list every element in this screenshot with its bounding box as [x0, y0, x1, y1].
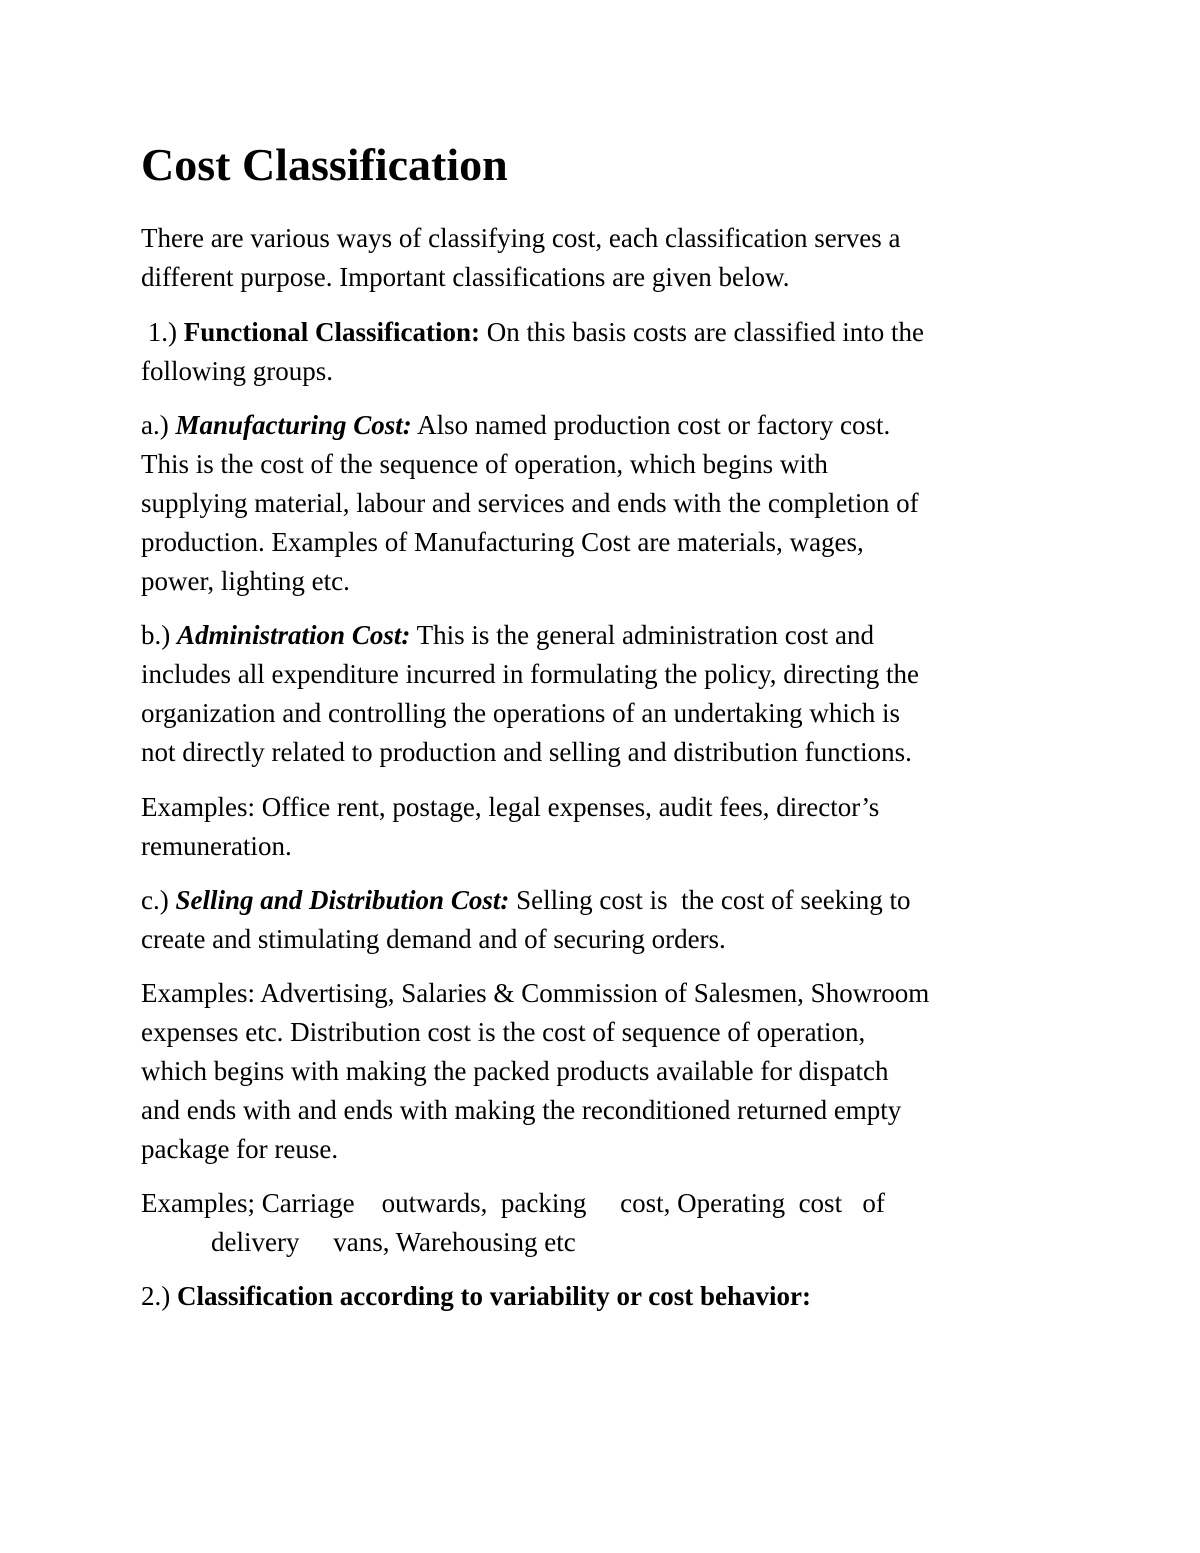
text-line: organization and controlling the operations of an undertaking which is: [141, 698, 901, 728]
selling-examples-paragraph: [141, 974, 929, 1169]
section-heading: Classification according to variability or cost behavior:: [177, 1281, 811, 1311]
manufacturing-cost-paragraph: [141, 406, 919, 601]
text-line: remuneration.: [141, 831, 292, 861]
subsection-heading: Administration Cost:: [177, 620, 411, 650]
text-line: and ends with and ends with making the reconditioned returned empty: [141, 1095, 902, 1125]
text-line: Examples; Carriage outwards, packing cost, Operating cost of: [141, 1188, 885, 1218]
subsection-heading: Selling and Distribution Cost:: [175, 885, 510, 915]
list-number: 2.): [141, 1281, 177, 1311]
variability-classification-heading: [141, 1277, 811, 1316]
text-line: Examples: Office rent, postage, legal expenses, audit fees, director’s: [141, 792, 880, 822]
text-line: There are various ways of classifying cost, each classification serves a: [141, 223, 901, 253]
text-line: which begins with making the packed products available for dispatch: [141, 1056, 889, 1086]
text-line: delivery vans, Warehousing etc: [211, 1227, 576, 1257]
text-line: This is the cost of the sequence of operation, which begins with: [141, 449, 828, 479]
text-line: [141, 406, 919, 445]
list-letter: b.): [141, 620, 177, 650]
text-line: [141, 1277, 811, 1316]
administration-cost-paragraph: [141, 616, 919, 772]
selling-distribution-cost-paragraph: [141, 881, 911, 959]
text-run: Selling cost is the cost of seeking to: [509, 885, 911, 915]
page-title: Cost Classification: [141, 139, 508, 190]
text-line: supplying material, labour and services and ends with the completion of: [141, 488, 919, 518]
text-line: Examples: Advertising, Salaries & Commission of Salesmen, Showroom: [141, 978, 930, 1008]
functional-classification-paragraph: [141, 313, 924, 391]
text-line: includes all expenditure incurred in formulating the policy, directing the: [141, 659, 920, 689]
distribution-examples-paragraph: [141, 1184, 885, 1262]
text-line: [141, 881, 911, 920]
text-line: expenses etc. Distribution cost is the cost of sequence of operation,: [141, 1017, 866, 1047]
text-run: This is the general administration cost and: [410, 620, 874, 650]
subsection-heading: Manufacturing Cost:: [175, 410, 412, 440]
text-line: package for reuse.: [141, 1134, 339, 1164]
administration-examples-paragraph: [141, 788, 879, 866]
text-run: Also named production cost or factory cost.: [411, 410, 891, 440]
text-line: [141, 616, 919, 655]
list-letter: a.): [141, 410, 176, 440]
text-line: create and stimulating demand and of securing orders.: [141, 924, 726, 954]
list-number: 1.): [141, 317, 184, 347]
text-line: power, lighting etc.: [141, 566, 350, 596]
text-line: following groups.: [141, 356, 333, 386]
text-line: [141, 313, 924, 352]
section-heading: Functional Classification:: [183, 317, 481, 347]
intro-paragraph: [141, 219, 900, 297]
text-run: On this basis costs are classified into the: [480, 317, 924, 347]
list-letter: c.): [141, 885, 176, 915]
text-line: not directly related to production and selling and distribution functions.: [141, 737, 912, 767]
text-line: different purpose. Important classifications are given below.: [141, 262, 790, 292]
text-line: production. Examples of Manufacturing Cost are materials, wages,: [141, 527, 864, 557]
